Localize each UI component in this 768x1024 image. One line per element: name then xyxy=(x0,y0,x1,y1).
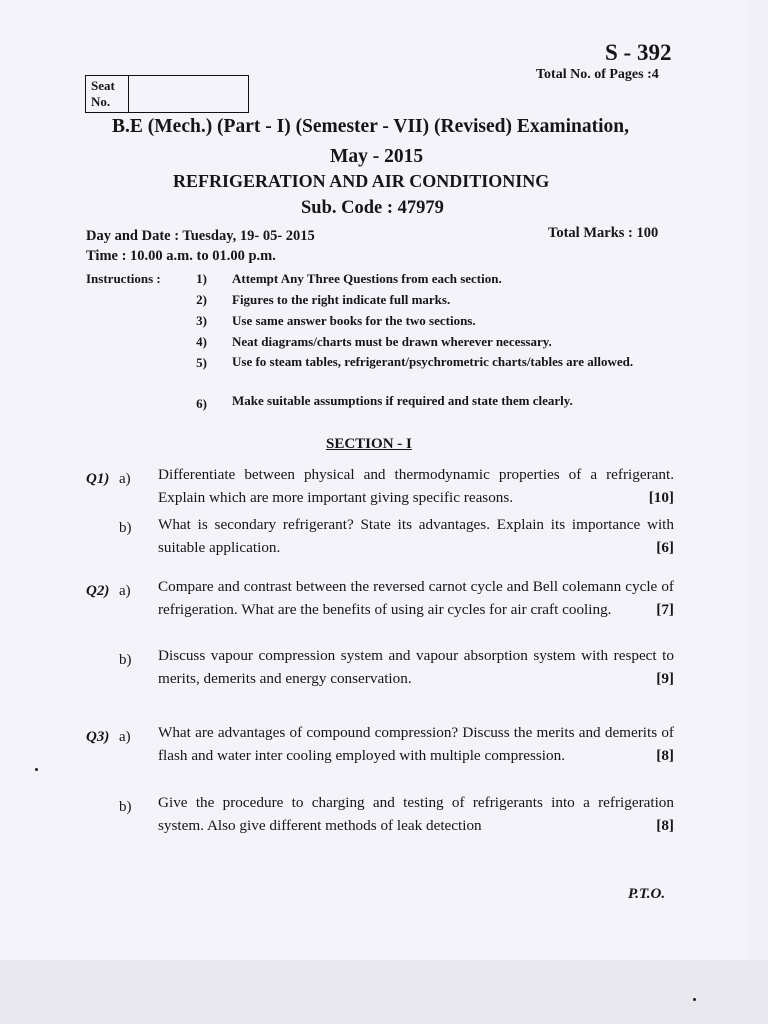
instruction-text: Attempt Any Three Questions from each section. xyxy=(232,271,502,286)
question-part-label: b) xyxy=(119,652,132,668)
question-marks: [8] xyxy=(656,746,674,764)
question-part-label: b) xyxy=(119,799,132,815)
exam-title: B.E (Mech.) (Part - I) (Semester - VII) (Revised) Examination, xyxy=(112,116,630,137)
question-marks: [8] xyxy=(656,816,674,834)
instruction-number: 2) xyxy=(196,292,207,307)
question-part-label: a) xyxy=(119,729,131,745)
section-title: SECTION - I xyxy=(326,436,412,452)
paper-code: S - 392 xyxy=(605,40,672,65)
instruction-number: 6) xyxy=(196,396,207,411)
question-text xyxy=(158,722,674,767)
total-marks: Total Marks : 100 xyxy=(548,225,659,241)
instructions-label: Instructions : xyxy=(86,271,161,286)
instruction-number: 4) xyxy=(196,334,207,349)
scan-speck xyxy=(693,998,696,1001)
question-body: What is secondary refrigerant? State its advantages. Explain its importance with suitable application. xyxy=(158,516,674,556)
question-body: Discuss vapour compression system and vapour absorption system with respect to merits, demerits and energy conservation. xyxy=(158,647,674,687)
instruction-text: Use same answer books for the two sections. xyxy=(232,313,476,328)
exam-date: Day and Date : Tuesday, 19- 05- 2015 xyxy=(86,228,315,244)
instruction-text: Use fo steam tables, refrigerant/psychrometric charts/tables are allowed. xyxy=(232,354,634,369)
instruction-number: 1) xyxy=(196,271,207,286)
instruction-number: 5) xyxy=(196,355,207,370)
question-text xyxy=(158,464,674,509)
exam-time: Time : 10.00 a.m. to 01.00 p.m. xyxy=(86,248,276,264)
subject-code: Sub. Code : 47979 xyxy=(301,198,444,218)
scan-background xyxy=(0,960,768,1024)
question-text xyxy=(158,792,674,837)
question-marks: [7] xyxy=(656,600,674,618)
question-number: Q2) xyxy=(86,583,110,599)
subject-title: REFRIGERATION AND AIR CONDITIONING xyxy=(173,171,550,191)
instruction-text: Figures to the right indicate full marks. xyxy=(232,292,451,307)
page-turn-note: P.T.O. xyxy=(628,886,666,902)
instruction-text: Make suitable assumptions if required and state them clearly. xyxy=(232,393,573,408)
question-number: Q3) xyxy=(86,729,110,745)
question-marks: [6] xyxy=(656,538,674,556)
seat-label: Seat No. xyxy=(86,76,129,112)
question-marks: [9] xyxy=(656,669,674,687)
question-part-label: a) xyxy=(119,583,131,599)
question-body: Give the procedure to charging and testing of refrigerants into a refrigeration system. Also give different methods of leak detection xyxy=(158,794,674,834)
question-text xyxy=(158,645,674,690)
seat-number-field xyxy=(129,76,248,112)
seat-number-box xyxy=(85,75,249,113)
exam-session: May - 2015 xyxy=(330,146,424,167)
question-body: What are advantages of compound compression? Discuss the merits and demerits of flash and water inter cooling employed with multiple compression. xyxy=(158,724,674,764)
question-body: Differentiate between physical and thermodynamic properties of a refrigerant. Explain which are more important giving specific reasons. xyxy=(158,466,674,506)
question-number: Q1) xyxy=(86,471,110,487)
question-part-label: b) xyxy=(119,520,132,536)
total-pages: Total No. of Pages :4 xyxy=(536,67,659,82)
question-marks: [10] xyxy=(648,488,674,506)
question-text xyxy=(158,576,674,621)
instruction-text: Neat diagrams/charts must be drawn wherever necessary. xyxy=(232,334,552,349)
question-text xyxy=(158,514,674,559)
scan-speck xyxy=(35,768,38,771)
instruction-number: 3) xyxy=(196,313,207,328)
question-part-label: a) xyxy=(119,471,131,487)
question-body: Compare and contrast between the reversed carnot cycle and Bell colemann cycle of refrigeration. What are the benefits of using air cycles for air craft cooling. xyxy=(158,578,674,618)
